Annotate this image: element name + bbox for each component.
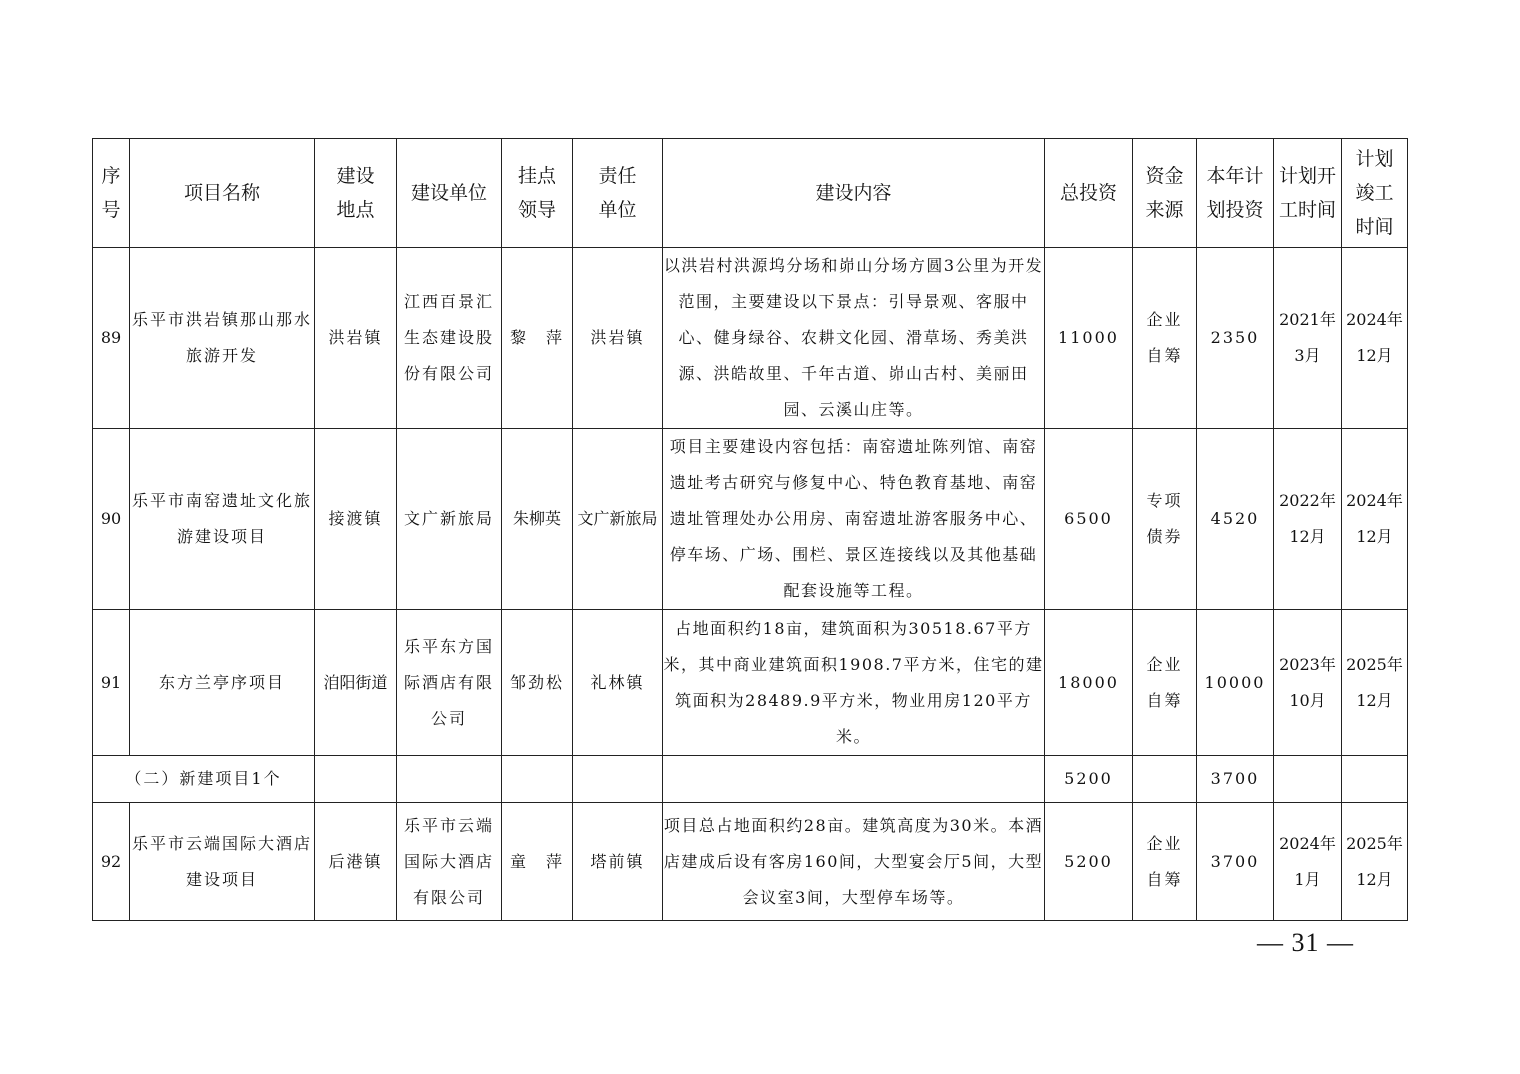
total-cell: 6500 [1045, 429, 1133, 610]
responsible-cell: 洪岩镇 [573, 248, 663, 429]
end-cell: 2025年12月 [1342, 803, 1408, 921]
start-cell: 2023年10月 [1274, 610, 1342, 756]
responsible-cell: 塔前镇 [573, 803, 663, 921]
header-location: 建设地点 [315, 139, 397, 248]
header-start: 计划开工时间 [1274, 139, 1342, 248]
funding-cell: 企业自筹 [1133, 610, 1197, 756]
header-unit: 建设单位 [397, 139, 502, 248]
total-cell: 5200 [1045, 803, 1133, 921]
name-cell: 东方兰亭序项目 [130, 610, 315, 756]
annual-cell: 4520 [1197, 429, 1274, 610]
content-cell: 项目总占地面积约28亩。建筑高度为30米。本酒店建成后设有客房160间，大型宴会厅5间，大型会议室3间，大型停车场等。 [663, 803, 1045, 921]
unit-cell: 江西百景汇生态建设股份有限公司 [397, 248, 502, 429]
funding-cell: 企业自筹 [1133, 803, 1197, 921]
name-cell: 乐平市洪岩镇那山那水旅游开发 [130, 248, 315, 429]
seq-cell: 90 [93, 429, 130, 610]
project-table [92, 138, 1408, 921]
empty-cell [502, 756, 573, 803]
total-cell: 11000 [1045, 248, 1133, 429]
empty-cell [315, 756, 397, 803]
name-cell: 乐平市云端国际大酒店建设项目 [130, 803, 315, 921]
content-cell: 项目主要建设内容包括：南窑遗址陈列馆、南窑遗址考古研究与修复中心、特色教育基地、南窑遗址管理处办公用房、南窑遗址游客服务中心、停车场、广场、围栏、景区连接线以及其他基础配套设施等工程。 [663, 429, 1045, 610]
subtotal-row [93, 756, 1408, 803]
table-row [93, 248, 1408, 429]
header-row [93, 139, 1408, 248]
location-cell: 洎阳街道 [315, 610, 397, 756]
empty-cell [1342, 756, 1408, 803]
responsible-cell: 文广新旅局 [573, 429, 663, 610]
empty-cell [573, 756, 663, 803]
header-annual: 本年计划投资 [1197, 139, 1274, 248]
seq-cell: 91 [93, 610, 130, 756]
leader-cell: 朱柳英 [502, 429, 573, 610]
header-seq: 序号 [93, 139, 130, 248]
empty-cell [397, 756, 502, 803]
table-row [93, 803, 1408, 921]
header-end: 计划竣工时间 [1342, 139, 1408, 248]
subtotal-label: （二）新建项目1个 [93, 756, 315, 803]
content-cell: 占地面积约18亩，建筑面积为30518.67平方米，其中商业建筑面积1908.7平方米，住宅的建筑面积为28489.9平方米，物业用房120平方米。 [663, 610, 1045, 756]
start-cell: 2021年3月 [1274, 248, 1342, 429]
leader-cell: 童 萍 [502, 803, 573, 921]
funding-cell: 专项债券 [1133, 429, 1197, 610]
header-responsible: 责任单位 [573, 139, 663, 248]
header-funding: 资金来源 [1133, 139, 1197, 248]
annual-cell: 10000 [1197, 610, 1274, 756]
total-cell: 18000 [1045, 610, 1133, 756]
unit-cell: 乐平市云端国际大酒店有限公司 [397, 803, 502, 921]
end-cell: 2024年12月 [1342, 248, 1408, 429]
annual-cell: 2350 [1197, 248, 1274, 429]
unit-cell: 文广新旅局 [397, 429, 502, 610]
table-row [93, 429, 1408, 610]
start-cell: 2024年1月 [1274, 803, 1342, 921]
end-cell: 2024年12月 [1342, 429, 1408, 610]
header-content: 建设内容 [663, 139, 1045, 248]
location-cell: 接渡镇 [315, 429, 397, 610]
empty-cell [663, 756, 1045, 803]
header-leader: 挂点领导 [502, 139, 573, 248]
leader-cell: 邹劲松 [502, 610, 573, 756]
header-total: 总投资 [1045, 139, 1133, 248]
seq-cell: 89 [93, 248, 130, 429]
unit-cell: 乐平东方国际酒店有限公司 [397, 610, 502, 756]
seq-cell: 92 [93, 803, 130, 921]
annual-cell: 3700 [1197, 803, 1274, 921]
subtotal-annual: 3700 [1197, 756, 1274, 803]
content-cell: 以洪岩村洪源坞分场和峁山分场方圆3公里为开发范围，主要建设以下景点：引导景观、客服中心、健身绿谷、农耕文化园、滑草场、秀美洪源、洪皓故里、千年古道、峁山古村、美丽田园、云溪山庄等。 [663, 248, 1045, 429]
funding-cell: 企业自筹 [1133, 248, 1197, 429]
end-cell: 2025年12月 [1342, 610, 1408, 756]
empty-cell [1274, 756, 1342, 803]
leader-cell: 黎 萍 [502, 248, 573, 429]
table-row [93, 610, 1408, 756]
responsible-cell: 礼林镇 [573, 610, 663, 756]
header-name: 项目名称 [130, 139, 315, 248]
start-cell: 2022年12月 [1274, 429, 1342, 610]
subtotal-total: 5200 [1045, 756, 1133, 803]
page-number: — 31 — [1257, 928, 1354, 957]
location-cell: 后港镇 [315, 803, 397, 921]
empty-cell [1133, 756, 1197, 803]
name-cell: 乐平市南窑遗址文化旅游建设项目 [130, 429, 315, 610]
location-cell: 洪岩镇 [315, 248, 397, 429]
